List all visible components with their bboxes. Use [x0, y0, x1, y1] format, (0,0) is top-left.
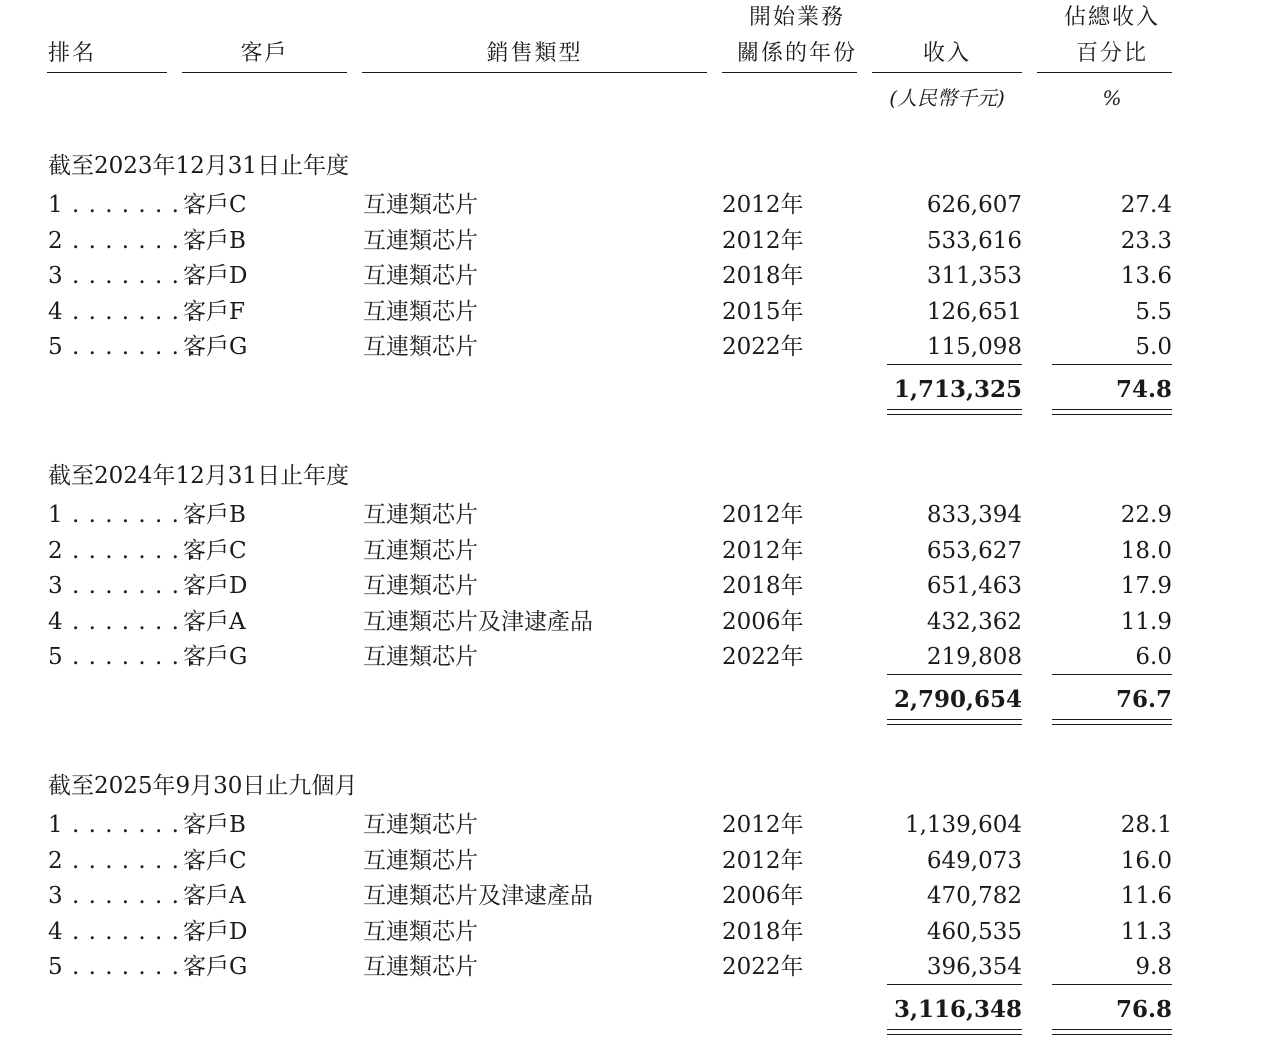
row-rank: 1 . . . . . . . .	[48, 192, 197, 218]
row-year: 2018年	[722, 263, 804, 289]
row-customer: 客戶A	[183, 883, 246, 909]
row-year: 2012年	[722, 812, 804, 838]
row-customer: 客戶C	[183, 848, 247, 874]
row-pct: 5.5	[1135, 299, 1172, 325]
row-pct: 11.3	[1120, 919, 1172, 945]
row-year: 2015年	[722, 299, 804, 325]
row-sales-type: 互連類芯片及津逮產品	[363, 609, 593, 635]
header-year-line2: 關係的年份	[736, 41, 857, 66]
header-year-line1: 開始業務	[748, 5, 845, 30]
row-year: 2022年	[722, 334, 804, 360]
row-pct: 11.6	[1120, 883, 1172, 909]
row-year: 2006年	[722, 883, 804, 909]
row-revenue: 115,098	[926, 334, 1022, 360]
row-year: 2022年	[722, 644, 804, 670]
subtotal-rule-pct	[1052, 984, 1172, 985]
total-double-rule-pct	[1052, 1029, 1172, 1035]
row-revenue: 651,463	[926, 573, 1022, 599]
header-rank: 排名	[48, 41, 97, 66]
row-year: 2006年	[722, 609, 804, 635]
section-title: 截至2025年9月30日止九個月	[48, 773, 358, 799]
total-pct: 76.7	[1115, 686, 1172, 713]
subtotal-rule-revenue	[887, 674, 1022, 675]
header-pct-line2: 百分比	[1075, 41, 1148, 66]
total-revenue: 1,713,325	[893, 376, 1022, 403]
row-sales-type: 互連類芯片	[363, 263, 478, 289]
row-revenue: 396,354	[926, 954, 1022, 980]
row-customer: 客戶C	[183, 192, 247, 218]
row-rank: 3 . . . . . . . .	[48, 573, 197, 599]
row-pct: 9.8	[1135, 954, 1172, 980]
row-customer: 客戶B	[183, 812, 246, 838]
row-sales-type: 互連類芯片	[363, 334, 478, 360]
row-revenue: 833,394	[926, 502, 1022, 528]
row-sales-type: 互連類芯片	[363, 954, 478, 980]
row-rank: 3 . . . . . . . .	[48, 883, 197, 909]
row-pct: 17.9	[1120, 573, 1172, 599]
subtotal-rule-pct	[1052, 674, 1172, 675]
row-pct: 28.1	[1120, 812, 1172, 838]
total-double-rule-pct	[1052, 409, 1172, 415]
total-revenue: 3,116,348	[893, 996, 1022, 1023]
row-revenue: 432,362	[926, 609, 1022, 635]
row-sales-type: 互連類芯片	[363, 573, 478, 599]
row-rank: 4 . . . . . . . .	[48, 299, 197, 325]
row-rank: 4 . . . . . . . .	[48, 919, 197, 945]
row-year: 2012年	[722, 192, 804, 218]
header-rule-year	[722, 72, 857, 73]
row-pct: 23.3	[1120, 228, 1172, 254]
total-pct: 74.8	[1115, 376, 1172, 403]
row-sales-type: 互連類芯片	[363, 919, 478, 945]
revenue-unit: (人民幣千元)	[889, 86, 1005, 110]
header-sales-type: 銷售類型	[486, 41, 583, 66]
row-rank: 4 . . . . . . . .	[48, 609, 197, 635]
row-revenue: 126,651	[926, 299, 1022, 325]
subtotal-rule-pct	[1052, 364, 1172, 365]
row-pct: 22.9	[1120, 502, 1172, 528]
header-rule-revenue	[872, 72, 1022, 73]
row-customer: 客戶B	[183, 502, 246, 528]
row-rank: 1 . . . . . . . .	[48, 502, 197, 528]
header-rule-customer	[182, 72, 347, 73]
row-rank: 5 . . . . . . . .	[48, 954, 197, 980]
row-rank: 2 . . . . . . . .	[48, 228, 197, 254]
row-rank: 5 . . . . . . . .	[48, 644, 197, 670]
row-pct: 6.0	[1135, 644, 1172, 670]
row-pct: 13.6	[1120, 263, 1172, 289]
row-customer: 客戶A	[183, 609, 246, 635]
total-double-rule-revenue	[887, 719, 1022, 725]
header-customer: 客戶	[240, 41, 289, 66]
row-customer: 客戶B	[183, 228, 246, 254]
subtotal-rule-revenue	[887, 364, 1022, 365]
row-sales-type: 互連類芯片	[363, 644, 478, 670]
row-sales-type: 互連類芯片及津逮產品	[363, 883, 593, 909]
row-customer: 客戶G	[183, 334, 248, 360]
row-customer: 客戶D	[183, 263, 248, 289]
row-revenue: 311,353	[926, 263, 1022, 289]
subtotal-rule-revenue	[887, 984, 1022, 985]
header-rule-sales-type	[362, 72, 707, 73]
row-customer: 客戶D	[183, 573, 248, 599]
row-sales-type: 互連類芯片	[363, 228, 478, 254]
row-rank: 2 . . . . . . . .	[48, 848, 197, 874]
row-rank: 3 . . . . . . . .	[48, 263, 197, 289]
pct-unit: %	[1102, 86, 1122, 110]
row-year: 2012年	[722, 228, 804, 254]
row-year: 2018年	[722, 919, 804, 945]
header-rule-rank	[47, 72, 167, 73]
row-pct: 16.0	[1120, 848, 1172, 874]
row-pct: 18.0	[1120, 538, 1172, 564]
header-pct-line1: 佔總收入	[1063, 5, 1160, 30]
row-customer: 客戶F	[183, 299, 245, 325]
row-rank: 1 . . . . . . . .	[48, 812, 197, 838]
row-customer: 客戶G	[183, 644, 248, 670]
row-sales-type: 互連類芯片	[363, 848, 478, 874]
total-pct: 76.8	[1115, 996, 1172, 1023]
row-customer: 客戶D	[183, 919, 248, 945]
row-revenue: 219,808	[926, 644, 1022, 670]
row-sales-type: 互連類芯片	[363, 299, 478, 325]
total-double-rule-revenue	[887, 1029, 1022, 1035]
row-year: 2018年	[722, 573, 804, 599]
row-pct: 27.4	[1120, 192, 1172, 218]
row-sales-type: 互連類芯片	[363, 812, 478, 838]
row-pct: 11.9	[1120, 609, 1172, 635]
row-customer: 客戶G	[183, 954, 248, 980]
row-rank: 2 . . . . . . . .	[48, 538, 197, 564]
row-pct: 5.0	[1135, 334, 1172, 360]
row-year: 2012年	[722, 502, 804, 528]
total-revenue: 2,790,654	[893, 686, 1022, 713]
row-customer: 客戶C	[183, 538, 247, 564]
section-title: 截至2023年12月31日止年度	[48, 153, 350, 179]
row-revenue: 460,535	[926, 919, 1022, 945]
row-year: 2012年	[722, 848, 804, 874]
section-title: 截至2024年12月31日止年度	[48, 463, 350, 489]
row-revenue: 470,782	[926, 883, 1022, 909]
header-revenue: 收入	[922, 41, 971, 66]
row-revenue: 1,139,604	[904, 812, 1022, 838]
row-sales-type: 互連類芯片	[363, 192, 478, 218]
row-sales-type: 互連類芯片	[363, 538, 478, 564]
row-revenue: 626,607	[926, 192, 1022, 218]
row-sales-type: 互連類芯片	[363, 502, 478, 528]
row-revenue: 653,627	[926, 538, 1022, 564]
total-double-rule-revenue	[887, 409, 1022, 415]
row-year: 2012年	[722, 538, 804, 564]
header-rule-pct	[1037, 72, 1172, 73]
row-year: 2022年	[722, 954, 804, 980]
row-revenue: 649,073	[926, 848, 1022, 874]
row-revenue: 533,616	[926, 228, 1022, 254]
total-double-rule-pct	[1052, 719, 1172, 725]
row-rank: 5 . . . . . . . .	[48, 334, 197, 360]
